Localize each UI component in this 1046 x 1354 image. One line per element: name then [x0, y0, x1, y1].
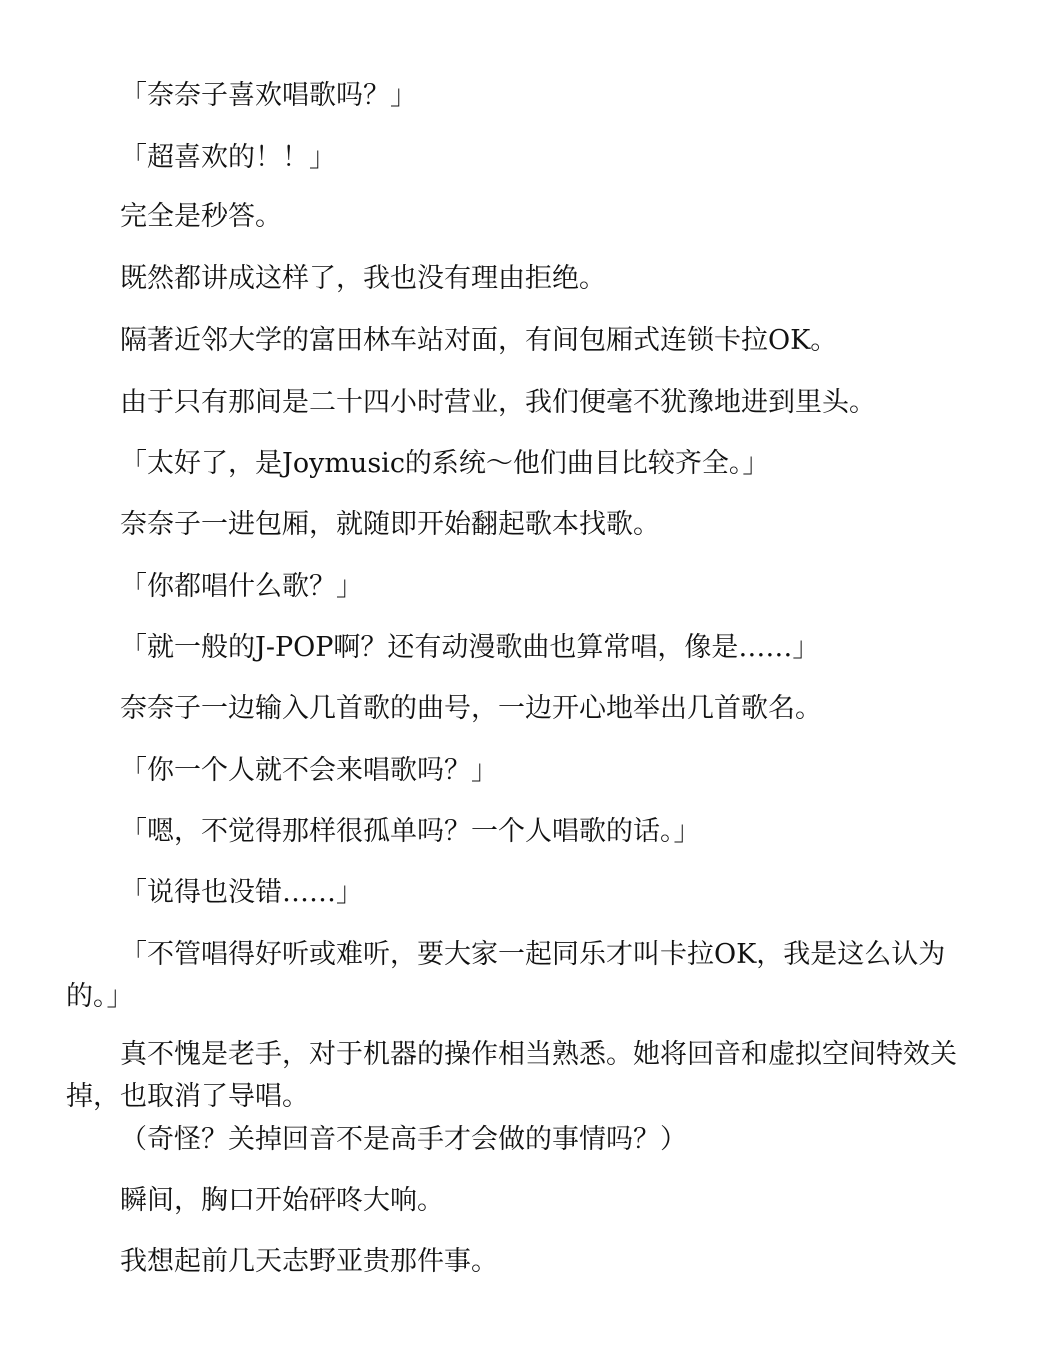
paragraph-6: 由于只有那间是二十四小时营业，我们便毫不犹豫地进到里头。	[120, 387, 876, 418]
paragraph-9: 「你都唱什么歌？」	[120, 571, 363, 602]
paragraph-17: （奇怪？关掉回音不是高手才会做的事情吗？）	[120, 1124, 687, 1155]
paragraph-10: 「就一般的J-POP啊？还有动漫歌曲也算常唱，像是……」	[120, 632, 820, 663]
paragraph-3: 完全是秒答。	[120, 201, 282, 232]
paragraph-7: 「太好了，是Joymusic的系统～他们曲目比较齐全。」	[120, 448, 770, 479]
paragraph-16: 真不愧是老手，对于机器的操作相当熟悉。她将回音和虚拟空间特效关掉，也取消了导唱。	[66, 1039, 957, 1112]
paragraph-19: 我想起前几天志野亚贵那件事。	[120, 1246, 498, 1277]
paragraph-13: 「嗯，不觉得那样很孤单吗？一个人唱歌的话。」	[120, 816, 701, 847]
paragraph-8: 奈奈子一进包厢，就随即开始翻起歌本找歌。	[120, 509, 660, 540]
paragraph-12: 「你一个人就不会来唱歌吗？」	[120, 755, 498, 786]
paragraph-15: 「不管唱得好听或难听，要大家一起同乐才叫卡拉OK，我是这么认为的。」	[66, 939, 946, 1012]
paragraph-1: 「奈奈子喜欢唱歌吗？」	[120, 80, 417, 111]
paragraph-5: 隔著近邻大学的富田林车站对面，有间包厢式连锁卡拉OK。	[120, 325, 838, 356]
paragraph-4: 既然都讲成这样了，我也没有理由拒绝。	[120, 263, 606, 294]
paragraph-2: 「超喜欢的！！」	[120, 142, 336, 173]
paragraph-11: 奈奈子一边输入几首歌的曲号，一边开心地举出几首歌名。	[120, 693, 822, 724]
paragraph-18: 瞬间，胸口开始砰咚大响。	[120, 1185, 444, 1216]
paragraph-14: 「说得也没错……」	[120, 877, 363, 908]
